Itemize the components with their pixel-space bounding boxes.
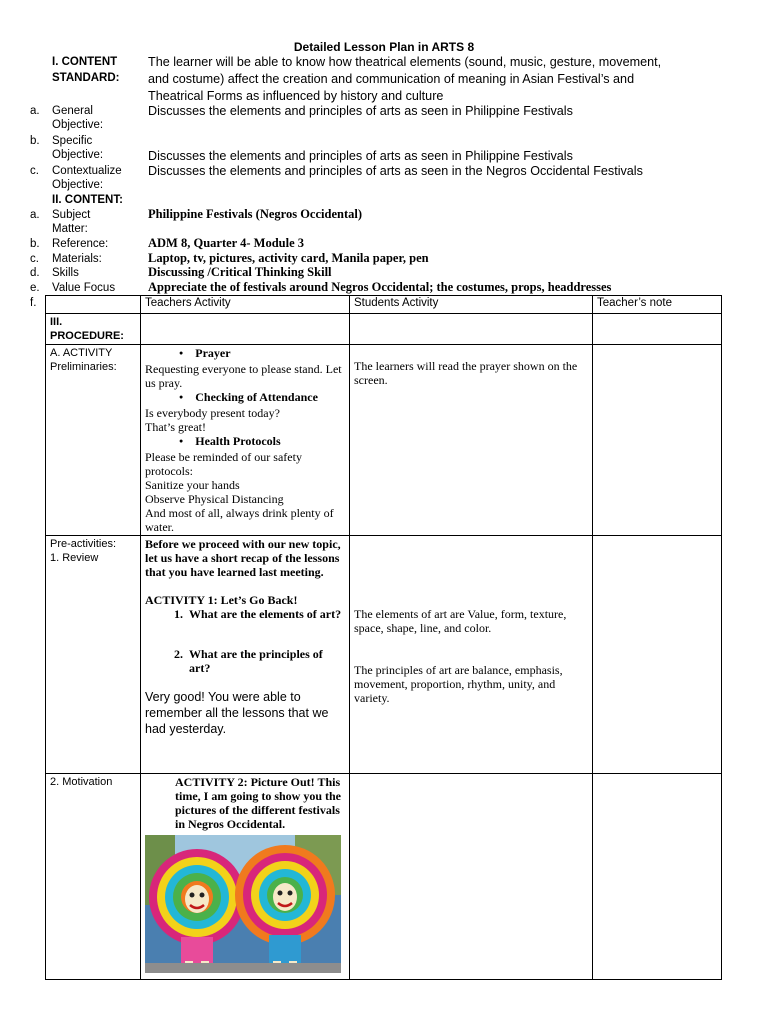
label-line: 1. Review <box>50 552 99 564</box>
subject-matter-label <box>52 208 90 236</box>
content-letter: a. <box>30 209 40 221</box>
question-text: What are the principles of art? <box>189 647 323 675</box>
table-row <box>46 314 722 345</box>
document-title: Detailed Lesson Plan in ARTS 8 <box>293 40 475 54</box>
empty-cell <box>350 314 593 345</box>
health-heading: ● Health Protocols <box>145 434 345 450</box>
activity-note-cell <box>593 345 722 536</box>
motivation-label: 2. Motivation <box>46 774 141 980</box>
skills-label: Skills <box>52 267 79 279</box>
label-line: Contextualize <box>52 165 122 177</box>
attendance-heading: ● Checking of Attendance <box>145 390 345 406</box>
table-row <box>46 774 722 980</box>
contextualize-objective-text: Discusses the elements and principles of arts as seen in the Negros Occidental Festivals <box>148 164 643 178</box>
content-standard-line: The learner will be able to know how theatrical elements (sound, music, gesture, movement, <box>148 55 662 69</box>
label-line: Pre-activities: <box>50 538 117 550</box>
label-line: Objective: <box>52 149 104 161</box>
activity-1-title: ACTIVITY 1: Let’s Go Back! <box>145 593 298 607</box>
general-objective-text: Discusses the elements and principles of arts as seen in Philippine Festivals <box>148 104 573 118</box>
objective-letter: b. <box>30 135 40 147</box>
materials-text: Laptop, tv, pictures, activity card, Manila paper, pen <box>148 251 429 265</box>
health-text: Please be reminded of our safety protocols: <box>145 450 302 478</box>
value-focus-label: Value Focus <box>52 282 116 294</box>
content-letter: b. <box>30 238 40 250</box>
content-standard-line: Theatrical Forms as influenced by history and culture <box>148 89 444 103</box>
label-line: A. ACTIVITY <box>50 347 113 359</box>
content-standard-line: and costume) affect the creation and communication of meaning in Asian Festival’s and <box>148 72 635 86</box>
specific-objective-label <box>52 134 103 162</box>
empty-cell <box>593 314 722 345</box>
procedure-label <box>46 314 141 345</box>
reference-label: Reference: <box>52 238 109 250</box>
attendance-line: Is everybody present today? <box>145 406 280 420</box>
header-teachers-note: Teacher’s note <box>593 296 722 314</box>
procedure-table <box>45 295 722 980</box>
review-answer-1: The elements of art are Value, form, texture, space, shape, line, and color. <box>354 607 567 635</box>
health-item: And most of all, always drink plenty of water. <box>145 506 334 534</box>
empty-cell <box>141 314 350 345</box>
review-intro: Before we proceed with our new topic, let us have a short recap of the lessons that you have learned last meeting. <box>145 537 341 579</box>
health-item: Observe Physical Distancing <box>145 492 284 506</box>
content-standard-text <box>148 54 738 105</box>
review-answer-2: The principles of art are balance, emphasis, movement, proportion, rhythm, unity, and variety. <box>354 663 563 705</box>
review-label <box>46 536 141 774</box>
content-letter: c. <box>30 253 39 265</box>
activity-student-cell: The learners will read the prayer shown on the screen. <box>350 345 593 536</box>
table-header-row <box>46 296 722 314</box>
materials-label: Materials: <box>52 253 102 265</box>
content-letter: d. <box>30 267 40 279</box>
motivation-text: ACTIVITY 2: Picture Out! This time, I am going to show you the pictures of the different festivals in Negros Occidental. <box>175 775 342 831</box>
reference-text: ADM 8, Quarter 4- Module 3 <box>148 236 304 250</box>
content-letter: e. <box>30 282 40 294</box>
prayer-text: Requesting everyone to please stand. Let us pray. <box>145 362 342 390</box>
table-row <box>46 345 722 536</box>
content-label: II. CONTENT: <box>52 194 123 206</box>
header-teachers-activity: Teachers Activity <box>141 296 350 314</box>
skills-text: Discussing /Critical Thinking Skill <box>148 265 332 279</box>
review-question <box>145 647 345 675</box>
label-line: Subject <box>52 209 91 221</box>
content-letter: f. <box>30 297 37 309</box>
label-line: Objective: <box>52 119 104 131</box>
review-teacher-cell <box>141 536 350 774</box>
prayer-heading: ● Prayer <box>145 346 345 362</box>
table-row <box>46 536 722 774</box>
review-student-cell <box>350 536 593 774</box>
motivation-teacher-cell <box>141 774 350 980</box>
header-blank <box>46 296 141 314</box>
motivation-note-cell <box>593 774 722 980</box>
activity-teacher-cell <box>141 345 350 536</box>
contextualize-objective-label <box>52 164 122 192</box>
objective-letter: c. <box>30 165 39 177</box>
content-standard-label <box>52 55 120 85</box>
value-focus-text: Appreciate the of festivals around Negros Occidental; the costumes, props, headdresses <box>148 280 612 294</box>
content-standard-label-line2: STANDARD: <box>52 72 120 84</box>
question-text: What are the elements of art? <box>189 607 342 621</box>
label-line: Objective: <box>52 179 104 191</box>
attendance-line: That’s great! <box>145 420 206 434</box>
objective-letter: a. <box>30 105 40 117</box>
question-number: 2. <box>174 647 183 661</box>
header-students-activity: Students Activity <box>350 296 593 314</box>
label-line: PROCEDURE: <box>50 330 124 342</box>
specific-objective-text: Discusses the elements and principles of arts as seen in Philippine Festivals <box>148 149 573 163</box>
health-item: Sanitize your hands <box>145 478 240 492</box>
review-note-cell <box>593 536 722 774</box>
review-closing: Very good! You were able to remember all the lessons that we had yesterday. <box>145 690 329 736</box>
label-line: General <box>52 105 93 117</box>
label-line: Preliminaries: <box>50 361 117 373</box>
review-question <box>145 607 345 621</box>
motivation-student-cell <box>350 774 593 980</box>
label-line: Matter: <box>52 223 88 235</box>
content-standard-label-line1: I. CONTENT <box>52 56 118 68</box>
label-line: Specific <box>52 135 93 147</box>
subject-matter-text: Philippine Festivals (Negros Occidental) <box>148 207 362 221</box>
general-objective-label <box>52 104 103 132</box>
label-line: III. <box>50 316 63 328</box>
festival-picture <box>145 835 341 973</box>
question-number: 1. <box>174 607 183 621</box>
activity-label <box>46 345 141 536</box>
